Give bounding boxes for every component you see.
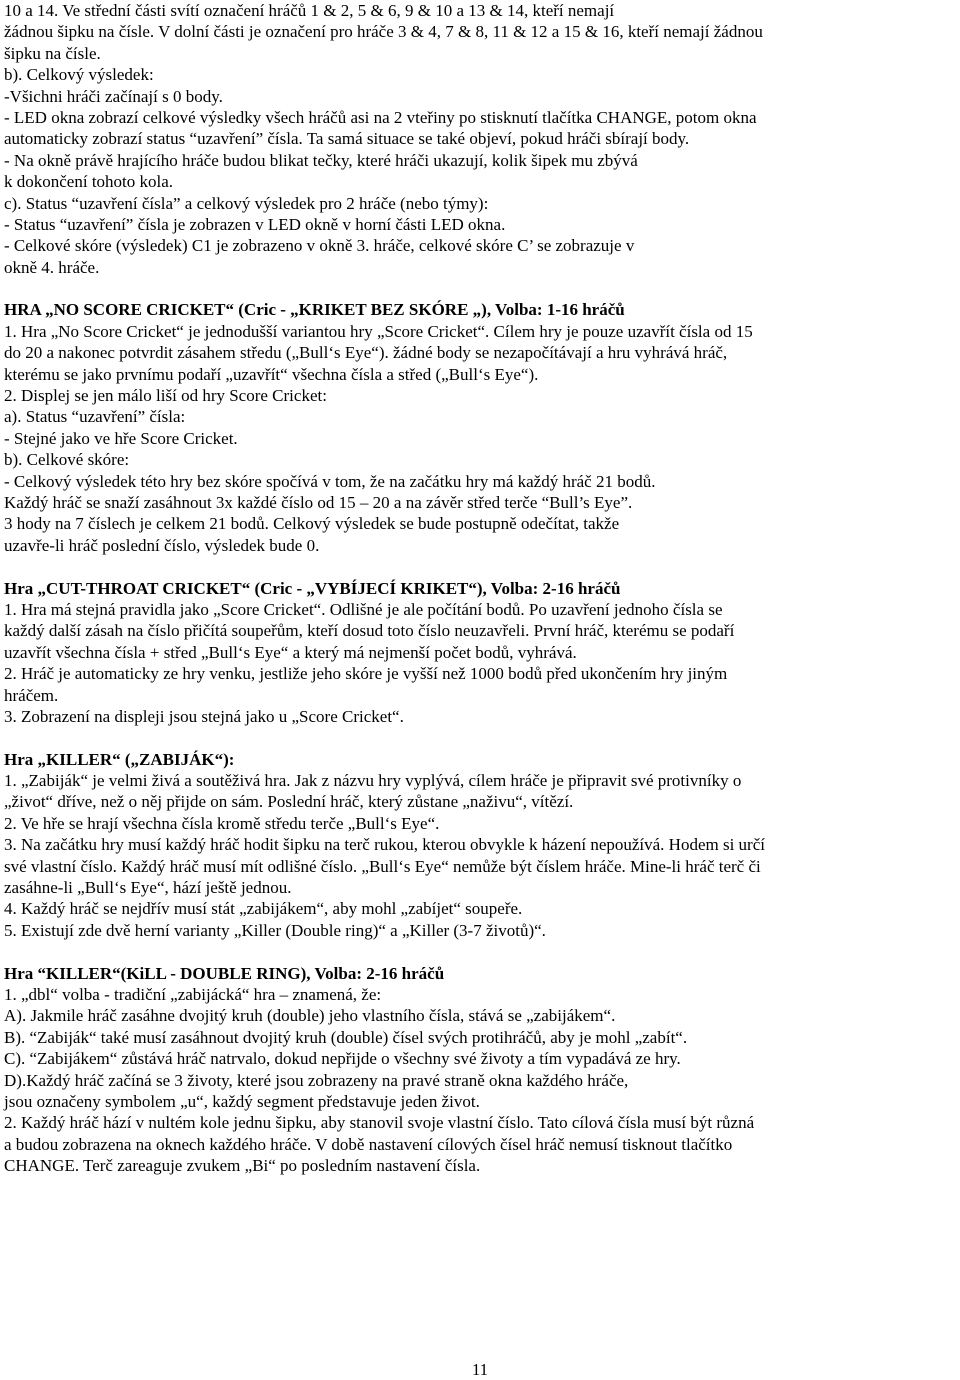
text-line: a budou zobrazena na oknech každého hráče. V době nastavení cílových čísel hráč nemusí tisknout tlačítko bbox=[4, 1134, 733, 1154]
text-line: A). Jakmile hráč zasáhne dvojitý kruh (double) jeho vlastního čísla, stává se „zabijákem“. bbox=[4, 1006, 616, 1026]
text-line: zasáhne-li „Bull‘s Eye“, hází ještě jednou. bbox=[4, 878, 292, 898]
text-line: b). Celkový výsledek: bbox=[4, 65, 154, 85]
text-line: CHANGE. Terč zareaguje zvukem „Bi“ po posledním nastavení čísla. bbox=[4, 1156, 481, 1176]
text-line: 3. Zobrazení na displeji jsou stejná jako u „Score Cricket“. bbox=[4, 706, 404, 726]
paragraph-gap bbox=[4, 556, 954, 577]
text-line: Každý hráč se snaží zasáhnout 3x každé číslo od 15 – 20 a na závěr střed terče “Bull’s Eye”. bbox=[4, 492, 633, 512]
text-line: B). “Zabiják“ také musí zasáhnout dvojitý kruh (double) čísel svých protihráčů, aby je mohl „zabít“. bbox=[4, 1027, 688, 1047]
text-line: uzavřít všechna čísla + střed „Bull‘s Eye“ a který má nejmenší počet bodů, vyhrává. bbox=[4, 642, 577, 662]
page-number: 11 bbox=[471, 1360, 489, 1379]
section-heading-cut-throat-cricket: Hra „CUT-THROAT CRICKET“ (Cric - „VYBÍJECÍ KRIKET“), Volba: 2-16 hráčů bbox=[4, 578, 621, 598]
text-line: „život“ dříve, než o něj přijde on sám. Poslední hráč, který zůstane „naživu“, vítězí. bbox=[4, 792, 574, 812]
text-line: c). Status “uzavření čísla” a celkový výsledek pro 2 hráče (nebo týmy): bbox=[4, 193, 489, 213]
text-line: kterému se jako prvnímu podaří „uzavřít“ všechna čísla a střed („Bull‘s Eye“). bbox=[4, 364, 539, 384]
text-line: 2. Ve hře se hrají všechna čísla kromě středu terče „Bull‘s Eye“. bbox=[4, 813, 440, 833]
text-line: k dokončení tohoto kola. bbox=[4, 172, 174, 192]
paragraph-gap bbox=[4, 278, 954, 299]
text-line: - Celkový výsledek této hry bez skóre spočívá v tom, že na začátku hry má každý hráč 21 bodů. bbox=[4, 471, 656, 491]
paragraph-gap bbox=[4, 727, 954, 748]
text-line: -Všichni hráči začínají s 0 body. bbox=[4, 86, 223, 106]
text-line: - LED okna zobrazí celkové výsledky všech hráčů asi na 2 vteřiny po stisknutí tlačítka CHANGE, potom okna bbox=[4, 107, 757, 127]
text-line: automaticky zobrazí status “uzavření” čísla. Ta samá situace se také objeví, pokud hráči sbírají body. bbox=[4, 129, 690, 149]
text-line: D).Každý hráč začíná se 3 životy, které jsou zobrazeny na pravé straně okna každého hráče, bbox=[4, 1070, 629, 1090]
text-line: - Stejné jako ve hře Score Cricket. bbox=[4, 428, 238, 448]
text-line: 4. Každý hráč se nejdřív musí stát „zabijákem“, aby mohl „zabíjet“ soupeře. bbox=[4, 899, 523, 919]
section-heading-killer: Hra „KILLER“ („ZABIJÁK“): bbox=[4, 749, 235, 769]
text-line: 1. „Zabiják“ je velmi živá a soutěživá hra. Jak z názvu hry vyplývá, cílem hráče je připravit své protivníky o bbox=[4, 771, 742, 791]
section-heading-killer-double-ring: Hra “KILLER“(KiLL - DOUBLE RING), Volba: 2-16 hráčů bbox=[4, 963, 445, 983]
text-line: 1. Hra „No Score Cricket“ je jednodušší variantou hry „Score Cricket“. Cílem hry je pouze uzavřít čísla od 15 bbox=[4, 321, 753, 341]
text-line: 3 hody na 7 číslech je celkem 21 bodů. Celkový výsledek se bude postupně odečítat, takže bbox=[4, 514, 620, 534]
text-line: 1. Hra má stejná pravidla jako „Score Cricket“. Odlišné je ale počítání bodů. Po uzavření jednoho čísla se bbox=[4, 599, 723, 619]
text-line: své vlastní číslo. Každý hráč musí mít odlišné číslo. „Bull‘s Eye“ nemůže být číslem hráče. Mine-li hráč terč či bbox=[4, 856, 761, 876]
text-line: 10 a 14. Ve střední části svítí označení hráčů 1 & 2, 5 & 6, 9 & 10 a 13 & 14, kteří nemají bbox=[4, 1, 615, 20]
text-line: b). Celkové skóre: bbox=[4, 450, 130, 470]
text-line: do 20 a nakonec potvrdit zásahem středu („Bull‘s Eye“). žádné body se nezapočítávají a hru vyhrává hráč, bbox=[4, 343, 728, 363]
text-line: žádnou šipku na čísle. V dolní části je označení pro hráče 3 & 4, 7 & 8, 11 & 12 a 15 & 16, kteří nemají žádnou bbox=[4, 22, 763, 42]
paragraph-gap bbox=[4, 941, 954, 962]
document-page bbox=[4, 0, 954, 1176]
text-line: 2. Každý hráč hází v nultém kole jednu šipku, aby stanovil svoje vlastní číslo. Tato cílová čísla musí být různá bbox=[4, 1113, 755, 1133]
text-line: hráčem. bbox=[4, 685, 59, 705]
text-line: každý další zásah na číslo přičítá soupeřům, kteří dosud toto číslo neuzavřeli. První hráč, kterému se podaří bbox=[4, 621, 735, 641]
text-line: 5. Existují zde dvě herní varianty „Killer (Double ring)“ a „Killer (3-7 životů)“. bbox=[4, 920, 546, 940]
text-line: 2. Displej se jen málo liší od hry Score Cricket: bbox=[4, 386, 327, 406]
text-line: uzavře-li hráč poslední číslo, výsledek bude 0. bbox=[4, 535, 320, 555]
text-line: 3. Na začátku hry musí každý hráč hodit šipku na terč rukou, kterou obvykle k házení nepoužívá. Hodem si určí bbox=[4, 835, 765, 855]
text-line: 1. „dbl“ volba - tradiční „zabijácká“ hra – znamená, že: bbox=[4, 984, 382, 1004]
text-line: jsou označeny symbolem „u“, každý segment představuje jeden život. bbox=[4, 1091, 480, 1111]
text-line: okně 4. hráče. bbox=[4, 257, 100, 277]
text-line: 2. Hráč je automaticky ze hry venku, jestliže jeho skóre je vyšší než 1000 bodů před ukončením hry jiným bbox=[4, 664, 728, 684]
text-line: C). “Zabijákem“ zůstává hráč natrvalo, dokud nepřijde o všechny své životy a tím vypadává ze hry. bbox=[4, 1049, 681, 1069]
text-line: - Status “uzavření” čísla je zobrazen v LED okně v horní části LED okna. bbox=[4, 214, 506, 234]
text-line: a). Status “uzavření” čísla: bbox=[4, 407, 186, 427]
text-line: šipku na čísle. bbox=[4, 43, 101, 63]
section-heading-no-score-cricket: HRA „NO SCORE CRICKET“ (Cric - „KRIKET BEZ SKÓRE „), Volba: 1-16 hráčů bbox=[4, 300, 625, 320]
text-line: - Na okně právě hrajícího hráče budou blikat tečky, které hráči ukazují, kolik šipek mu zbývá bbox=[4, 150, 638, 170]
text-line: - Celkové skóre (výsledek) C1 je zobrazeno v okně 3. hráče, celkové skóre C’ se zobrazuje v bbox=[4, 236, 635, 256]
